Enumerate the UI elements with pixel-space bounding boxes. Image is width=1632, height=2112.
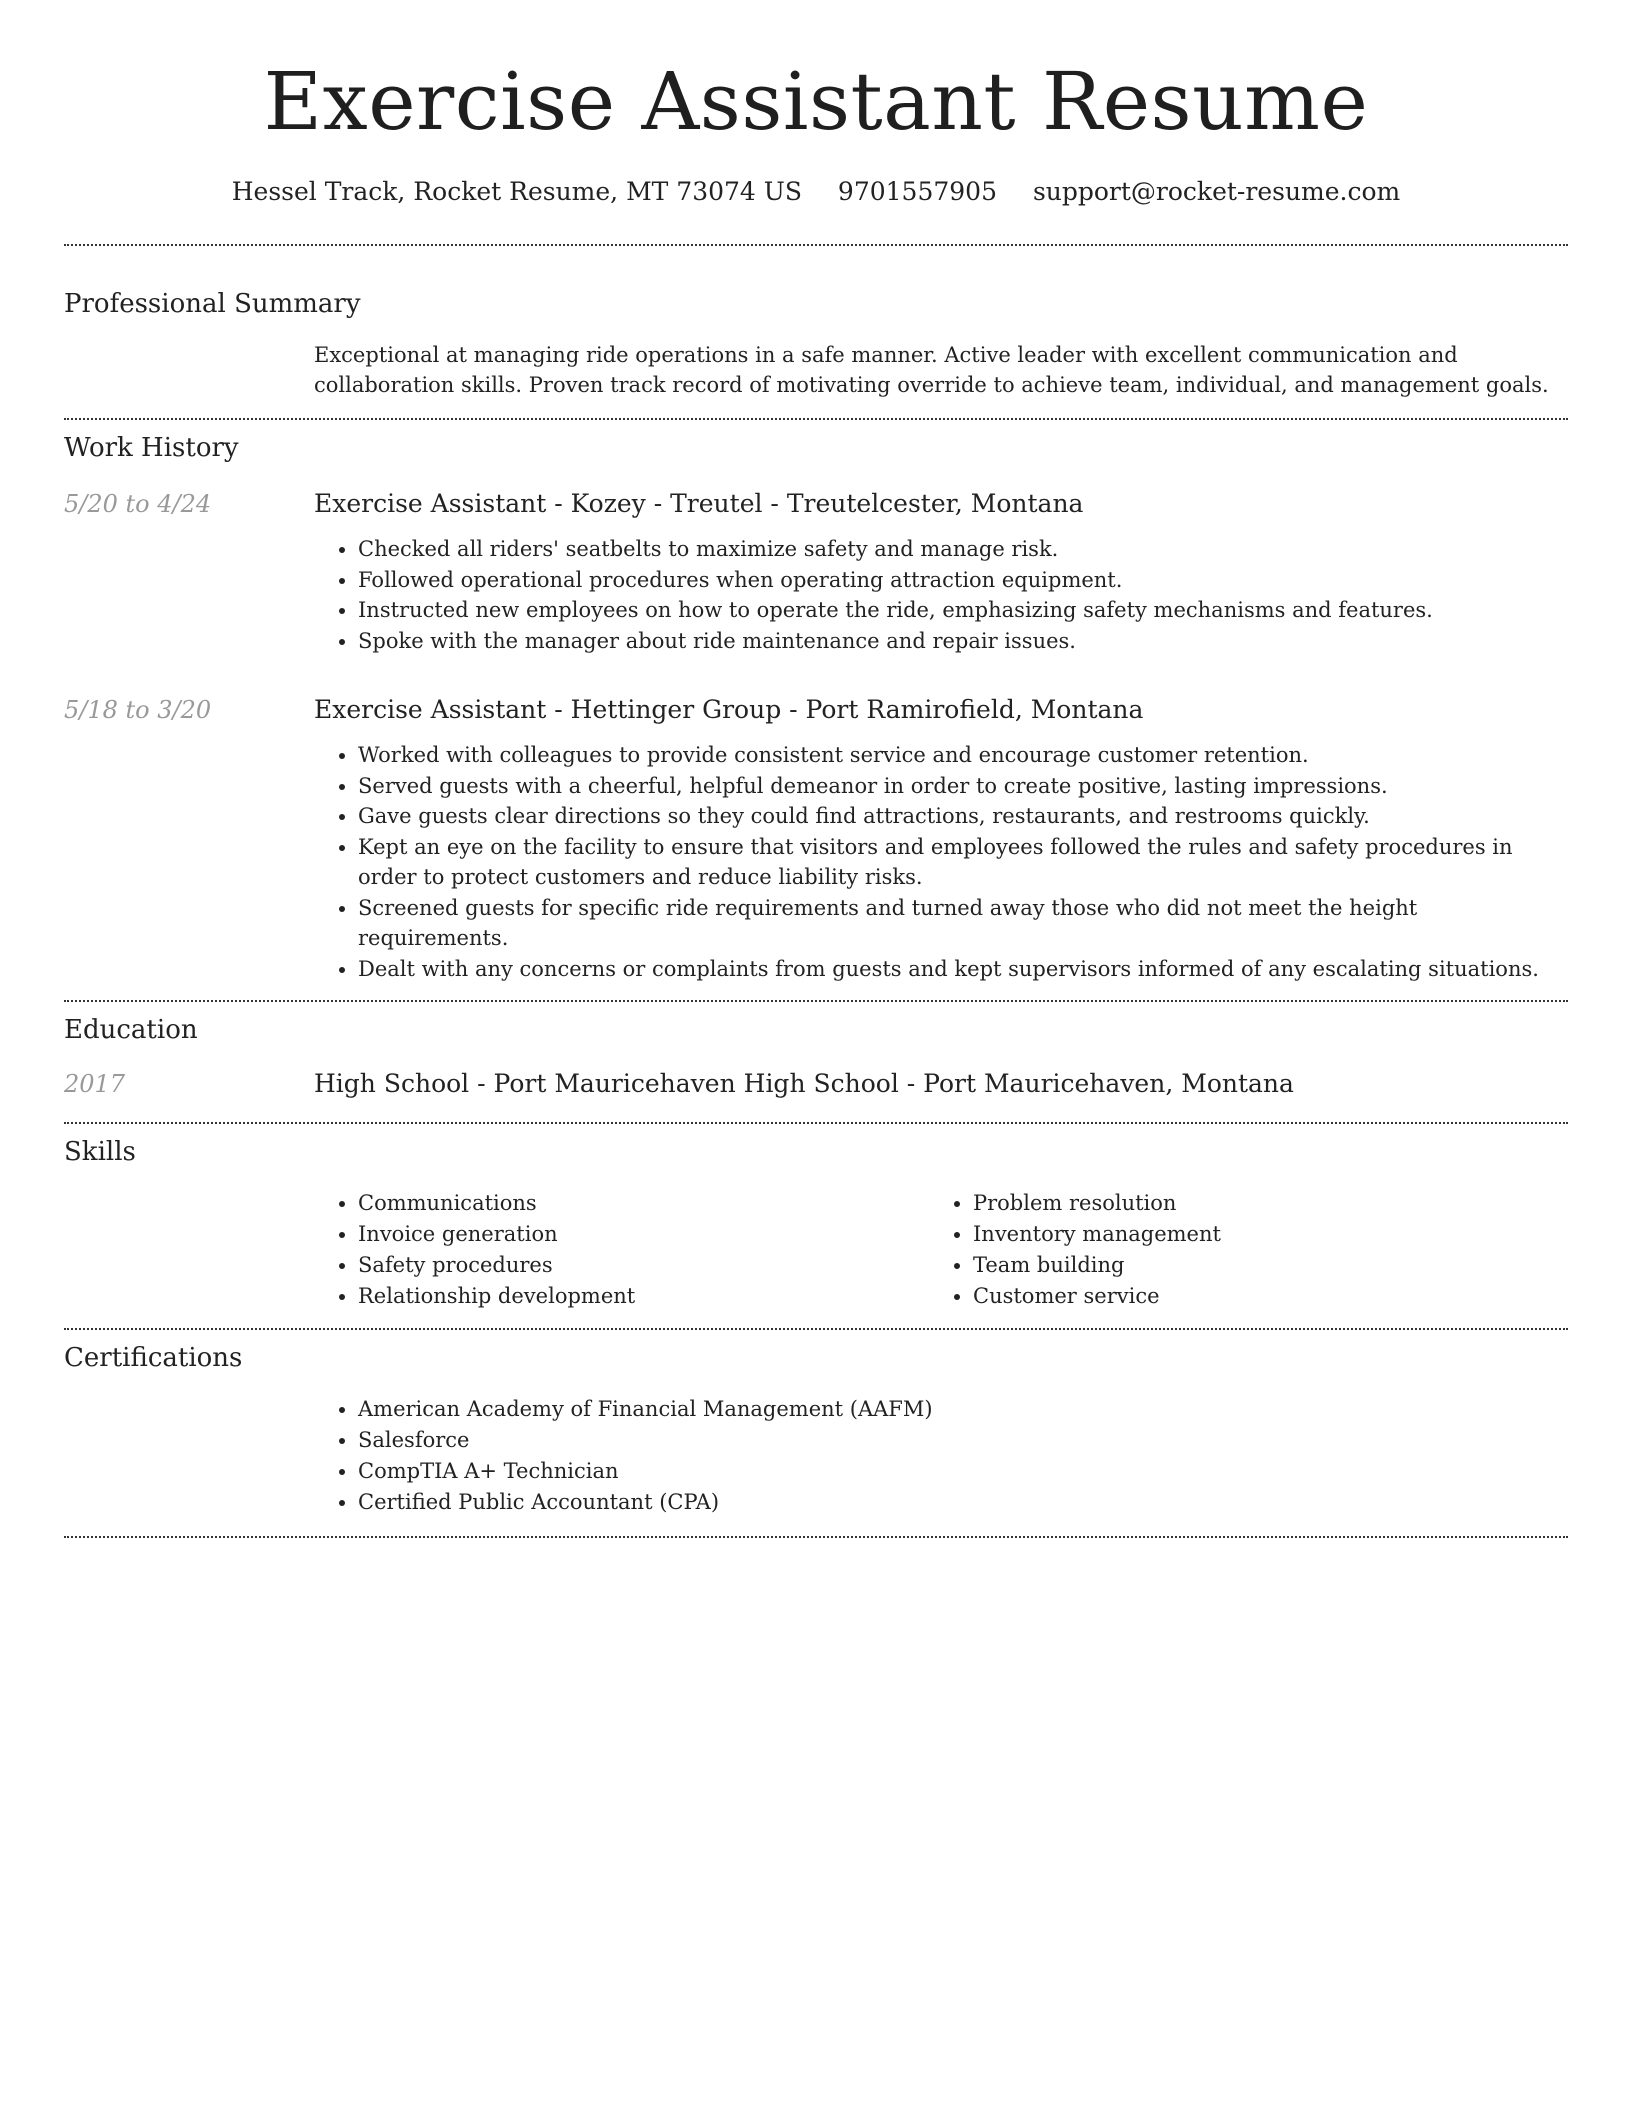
job-duties bbox=[314, 534, 1568, 656]
skill-item: • Communications bbox=[358, 1188, 929, 1219]
certification-item: • American Academy of Financial Management (AAFM) bbox=[358, 1394, 1568, 1425]
work-history-section bbox=[64, 420, 1568, 1000]
summary-section bbox=[64, 246, 1568, 418]
contact-phone: 9701557905 bbox=[837, 177, 997, 206]
skill-item: • Team building bbox=[973, 1250, 1544, 1281]
duty-item: • Checked all riders' seatbelts to maximize safety and manage risk. bbox=[358, 534, 1568, 565]
duty-item: • Screened guests for specific ride requirements and turned away those who did not meet the height requirements. bbox=[358, 893, 1568, 954]
job-entry bbox=[64, 486, 1568, 656]
divider bbox=[64, 1536, 1568, 1538]
skills-list-right bbox=[929, 1188, 1544, 1312]
certifications-section bbox=[64, 1330, 1568, 1536]
duty-item: • Dealt with any concerns or complaints from guests and kept supervisors informed of any escalating situations. bbox=[358, 954, 1568, 985]
summary-heading: Professional Summary bbox=[64, 289, 361, 319]
duty-item: • Followed operational procedures when operating attraction equipment. bbox=[358, 565, 1568, 596]
duty-item: • Served guests with a cheerful, helpful demeanor in order to create positive, lasting impressions. bbox=[358, 771, 1568, 802]
duty-item: • Kept an eye on the facility to ensure that visitors and employees followed the rules and safety procedures in order to protect customers and reduce liability risks. bbox=[358, 832, 1568, 893]
summary-text: Exceptional at managing ride operations in a safe manner. Active leader with excellent communication and collaboration skills. Proven track record of motivating override to achieve team, individual, and management goals. bbox=[314, 343, 1549, 397]
duty-item: • Spoke with the manager about ride maintenance and repair issues. bbox=[358, 626, 1568, 657]
job-dates: 5/20 to 4/24 bbox=[64, 490, 212, 518]
certification-item: • CompTIA A+ Technician bbox=[358, 1456, 1568, 1487]
work-history-heading: Work History bbox=[64, 433, 239, 463]
job-title: Exercise Assistant - Kozey - Treutel - Treutelcester, Montana bbox=[314, 489, 1084, 518]
education-section bbox=[64, 1002, 1568, 1122]
certifications-heading: Certifications bbox=[64, 1343, 243, 1373]
contact-line bbox=[64, 172, 1568, 212]
job-dates: 5/18 to 3/20 bbox=[64, 696, 212, 724]
skill-item: • Relationship development bbox=[358, 1281, 929, 1312]
skill-item: • Customer service bbox=[973, 1281, 1544, 1312]
resume-title: Exercise Assistant Resume bbox=[263, 55, 1369, 148]
education-year: 2017 bbox=[64, 1070, 126, 1098]
certification-item: • Salesforce bbox=[358, 1425, 1568, 1456]
education-entry bbox=[64, 1066, 1568, 1122]
skills-list-left bbox=[314, 1188, 929, 1312]
skill-item: • Inventory management bbox=[973, 1219, 1544, 1250]
duty-item: • Instructed new employees on how to operate the ride, emphasizing safety mechanisms and features. bbox=[358, 595, 1568, 626]
skill-item: • Invoice generation bbox=[358, 1219, 929, 1250]
skill-item: • Problem resolution bbox=[973, 1188, 1544, 1219]
contact-email: support@rocket-resume.com bbox=[1032, 177, 1401, 206]
certifications-list bbox=[314, 1394, 1568, 1518]
education-heading: Education bbox=[64, 1015, 198, 1045]
job-entry bbox=[64, 692, 1568, 984]
certification-item: • Certified Public Accountant (CPA) bbox=[358, 1487, 1568, 1518]
skills-heading: Skills bbox=[64, 1137, 136, 1167]
education-detail: High School - Port Mauricehaven High School - Port Mauricehaven, Montana bbox=[314, 1069, 1294, 1098]
contact-address: Hessel Track, Rocket Resume, MT 73074 US bbox=[231, 177, 802, 206]
duty-item: • Gave guests clear directions so they could find attractions, restaurants, and restrooms quickly. bbox=[358, 801, 1568, 832]
job-title: Exercise Assistant - Hettinger Group - Port Ramirofield, Montana bbox=[314, 695, 1144, 724]
job-duties bbox=[314, 740, 1568, 984]
skills-section bbox=[64, 1124, 1568, 1328]
duty-item: • Worked with colleagues to provide consistent service and encourage customer retention. bbox=[358, 740, 1568, 771]
skill-item: • Safety procedures bbox=[358, 1250, 929, 1281]
